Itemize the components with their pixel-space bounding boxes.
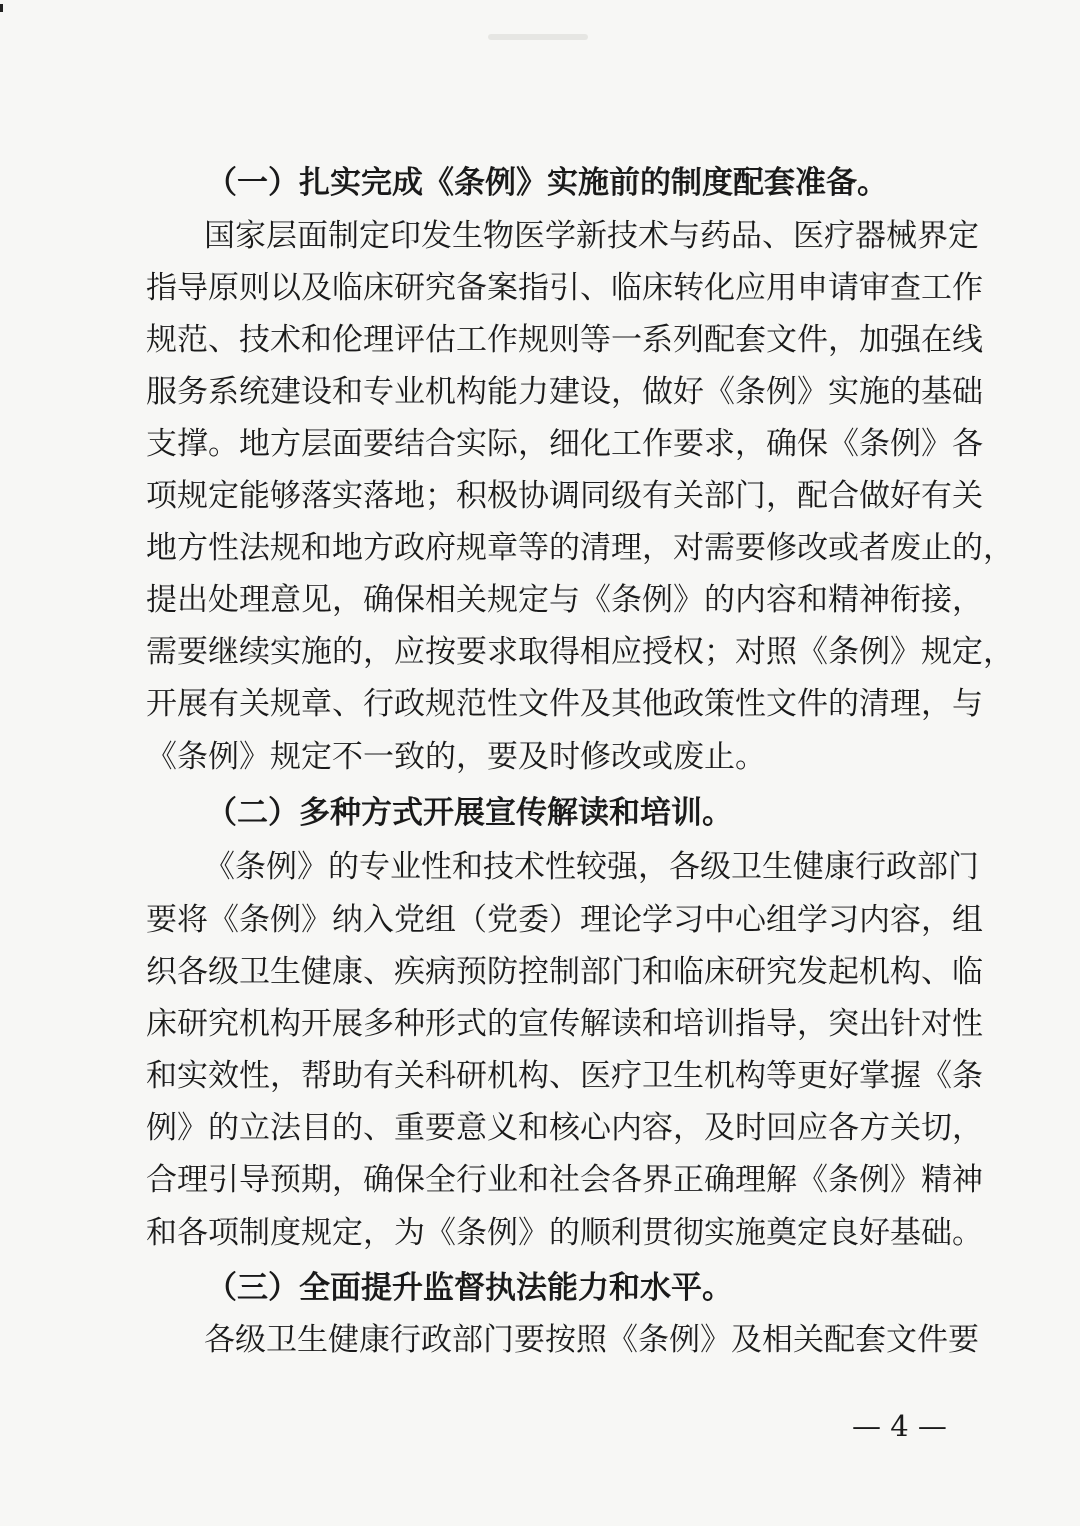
paragraph-line: 要将《条例》纳入党组（党委）理论学习中心组学习内容，组 [146,902,983,938]
paragraph-line: 和各项制度规定，为《条例》的顺利贯彻实施奠定良好基础。 [146,1215,983,1251]
paragraph-line: 床研究机构开展多种形式的宣传解读和培训指导，突出针对性 [146,1006,983,1042]
paragraph-line: 《条例》规定不一致的，要及时修改或废止。 [146,739,766,775]
paragraph-line: 提出处理意见，确保相关规定与《条例》的内容和精神衔接， [146,582,983,618]
paragraph-line: 开展有关规章、行政规范性文件及其他政策性文件的清理，与 [146,686,983,722]
section-heading-2: （二）多种方式开展宣传解读和培训。 [206,795,733,831]
paragraph-line: 支撑。地方层面要结合实际，细化工作要求，确保《条例》各 [146,426,983,462]
paragraph-line: 合理引导预期，确保全行业和社会各界正确理解《条例》精神 [146,1162,983,1198]
paragraph-line: 例》的立法目的、重要意义和核心内容，及时回应各方关切， [146,1110,983,1146]
paragraph-line: 项规定能够落实落地；积极协调同级有关部门，配合做好有关 [146,478,983,514]
paragraph-line: 国家层面制定印发生物医学新技术与药品、医疗器械界定 [204,218,979,254]
paragraph-line: 《条例》的专业性和技术性较强，各级卫生健康行政部门 [204,849,979,885]
paragraph-line: 和实效性，帮助有关科研机构、医疗卫生机构等更好掌握《条 [146,1058,983,1094]
paragraph-line: 各级卫生健康行政部门要按照《条例》及相关配套文件要 [204,1322,979,1358]
scan-mark [0,4,3,12]
paragraph-line: 规范、技术和伦理评估工作规则等一系列配套文件，加强在线 [146,322,983,358]
paragraph-line: 织各级卫生健康、疾病预防控制部门和临床研究发起机构、临 [146,954,983,990]
paragraph-line: 地方性法规和地方政府规章等的清理，对需要修改或者废止的， [146,530,1014,566]
paragraph-line: 服务系统建设和专业机构能力建设，做好《条例》实施的基础 [146,374,983,410]
faint-stamp [488,34,588,40]
paragraph-line: 指导原则以及临床研究备案指引、临床转化应用申请审查工作 [146,270,983,306]
page-number: — 4 — [852,1409,947,1443]
section-heading-1: （一）扎实完成《条例》实施前的制度配套准备。 [206,165,888,201]
paragraph-line: 需要继续实施的，应按要求取得相应授权；对照《条例》规定， [146,634,1014,670]
section-heading-3: （三）全面提升监督执法能力和水平。 [206,1270,733,1306]
